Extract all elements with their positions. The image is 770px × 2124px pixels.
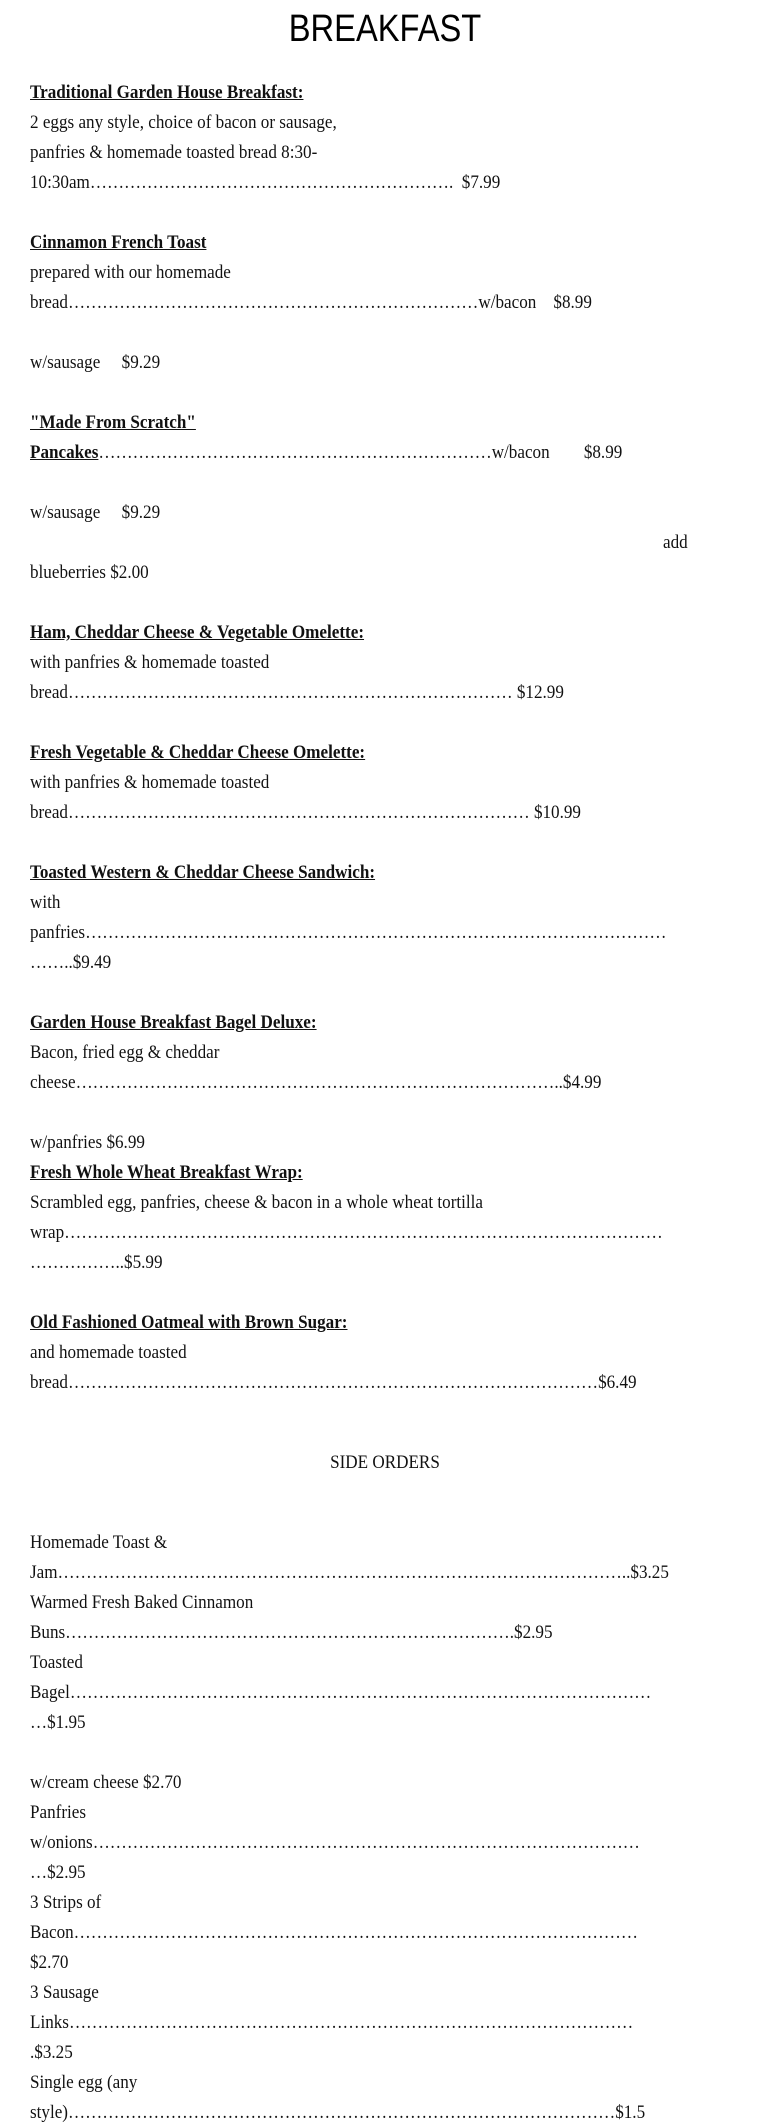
menu-text-line: .$3.25 bbox=[30, 2042, 73, 2063]
menu-item-heading bbox=[30, 442, 622, 464]
menu-text-line: Toasted bbox=[30, 1652, 83, 1673]
menu-text-part: ……………………………………………………………w/bacon $8.99 bbox=[98, 442, 623, 463]
menu-text-line: w/panfries $6.99 bbox=[30, 1132, 145, 1153]
menu-text-line: w/cream cheese $2.70 bbox=[30, 1772, 182, 1793]
menu-text-line: with panfries & homemade toasted bbox=[30, 772, 270, 793]
menu-text-line: prepared with our homemade bbox=[30, 262, 231, 283]
page-title: BREAKFAST bbox=[288, 8, 482, 50]
menu-text-line: bread…………………………………………………………………… $12.99 bbox=[30, 682, 564, 703]
menu-text-line: panfries………………………………………………………………………………………… bbox=[30, 922, 667, 943]
menu-item-heading: Garden House Breakfast Bagel Deluxe: bbox=[30, 1012, 317, 1033]
menu-item-heading: Cinnamon French Toast bbox=[30, 232, 207, 253]
menu-item-heading: Ham, Cheddar Cheese & Vegetable Omelette: bbox=[30, 622, 365, 643]
menu-item-heading-part: Pancakes bbox=[30, 442, 99, 463]
menu-item-heading: Old Fashioned Oatmeal with Brown Sugar: bbox=[30, 1312, 348, 1333]
menu-text-line: and homemade toasted bbox=[30, 1342, 187, 1363]
menu-text-line: Bacon……………………………………………………………………………………… bbox=[30, 1922, 638, 1943]
menu-text-line: bread………………………………………………………………w/bacon $8.99 bbox=[30, 292, 592, 313]
menu-item-heading: Traditional Garden House Breakfast: bbox=[30, 82, 304, 103]
menu-item-heading: Toasted Western & Cheddar Cheese Sandwich: bbox=[30, 862, 376, 883]
menu-text-line: style)……………………………………………………………………………………$1.5 bbox=[30, 2102, 646, 2123]
menu-text-line: Bacon, fried egg & cheddar bbox=[30, 1042, 220, 1063]
menu-text-line: with bbox=[30, 892, 61, 913]
menu-text-line: Jam………………………………………………………………………………………..$3.25 bbox=[30, 1562, 669, 1583]
menu-text-line: w/sausage $9.29 bbox=[30, 502, 161, 523]
menu-text-line: panfries & homemade toasted bread 8:30- bbox=[30, 142, 318, 163]
menu-text-line: Bagel………………………………………………………………………………………… bbox=[30, 1682, 652, 1703]
menu-text-line: Warmed Fresh Baked Cinnamon bbox=[30, 1592, 254, 1613]
menu-item-heading: "Made From Scratch" bbox=[30, 412, 196, 433]
menu-text-line: Panfries bbox=[30, 1802, 87, 1823]
menu-text-line: wrap…………………………………………………………………………………………… bbox=[30, 1222, 663, 1243]
section-heading-side-orders bbox=[0, 1452, 770, 1474]
menu-text-line: Buns…………………………………………………………………….$2.95 bbox=[30, 1622, 553, 1643]
menu-text-line: $2.70 bbox=[30, 1952, 69, 1973]
menu-text-line: 2 eggs any style, choice of bacon or sausage, bbox=[30, 112, 337, 133]
section-heading-label: SIDE ORDERS bbox=[330, 1452, 440, 1473]
menu-text-line: add bbox=[663, 532, 688, 553]
menu-text-line: bread…………………………………………………………………………………$6.49 bbox=[30, 1372, 637, 1393]
menu-text-line: …$1.95 bbox=[30, 1712, 86, 1733]
menu-item-heading: Fresh Vegetable & Cheddar Cheese Omelette: bbox=[30, 742, 366, 763]
menu-text-line: Scrambled egg, panfries, cheese & bacon in a whole wheat tortilla bbox=[30, 1192, 483, 1213]
menu-text-line: ……………..$5.99 bbox=[30, 1252, 163, 1273]
menu-text-line: cheese…………………………………………………………………………..$4.99 bbox=[30, 1072, 602, 1093]
menu-text-line: ……..$9.49 bbox=[30, 952, 112, 973]
menu-text-line: Single egg (any bbox=[30, 2072, 138, 2093]
menu-text-line: w/sausage $9.29 bbox=[30, 352, 161, 373]
menu-text-line: …$2.95 bbox=[30, 1862, 86, 1883]
menu-text-line: 3 Strips of bbox=[30, 1892, 102, 1913]
menu-text-line: 10:30am………………………………………………………. $7.99 bbox=[30, 172, 501, 193]
menu-text-line: Homemade Toast & bbox=[30, 1532, 168, 1553]
menu-text-line: 3 Sausage bbox=[30, 1982, 99, 2003]
menu-text-line: bread……………………………………………………………………… $10.99 bbox=[30, 802, 581, 823]
menu-item-heading: Fresh Whole Wheat Breakfast Wrap: bbox=[30, 1162, 303, 1183]
menu-text-line: blueberries $2.00 bbox=[30, 562, 149, 583]
menu-text-line: Links……………………………………………………………………………………… bbox=[30, 2012, 634, 2033]
menu-text-line: with panfries & homemade toasted bbox=[30, 652, 270, 673]
menu-text-line: w/onions…………………………………………………………………………………… bbox=[30, 1832, 640, 1853]
